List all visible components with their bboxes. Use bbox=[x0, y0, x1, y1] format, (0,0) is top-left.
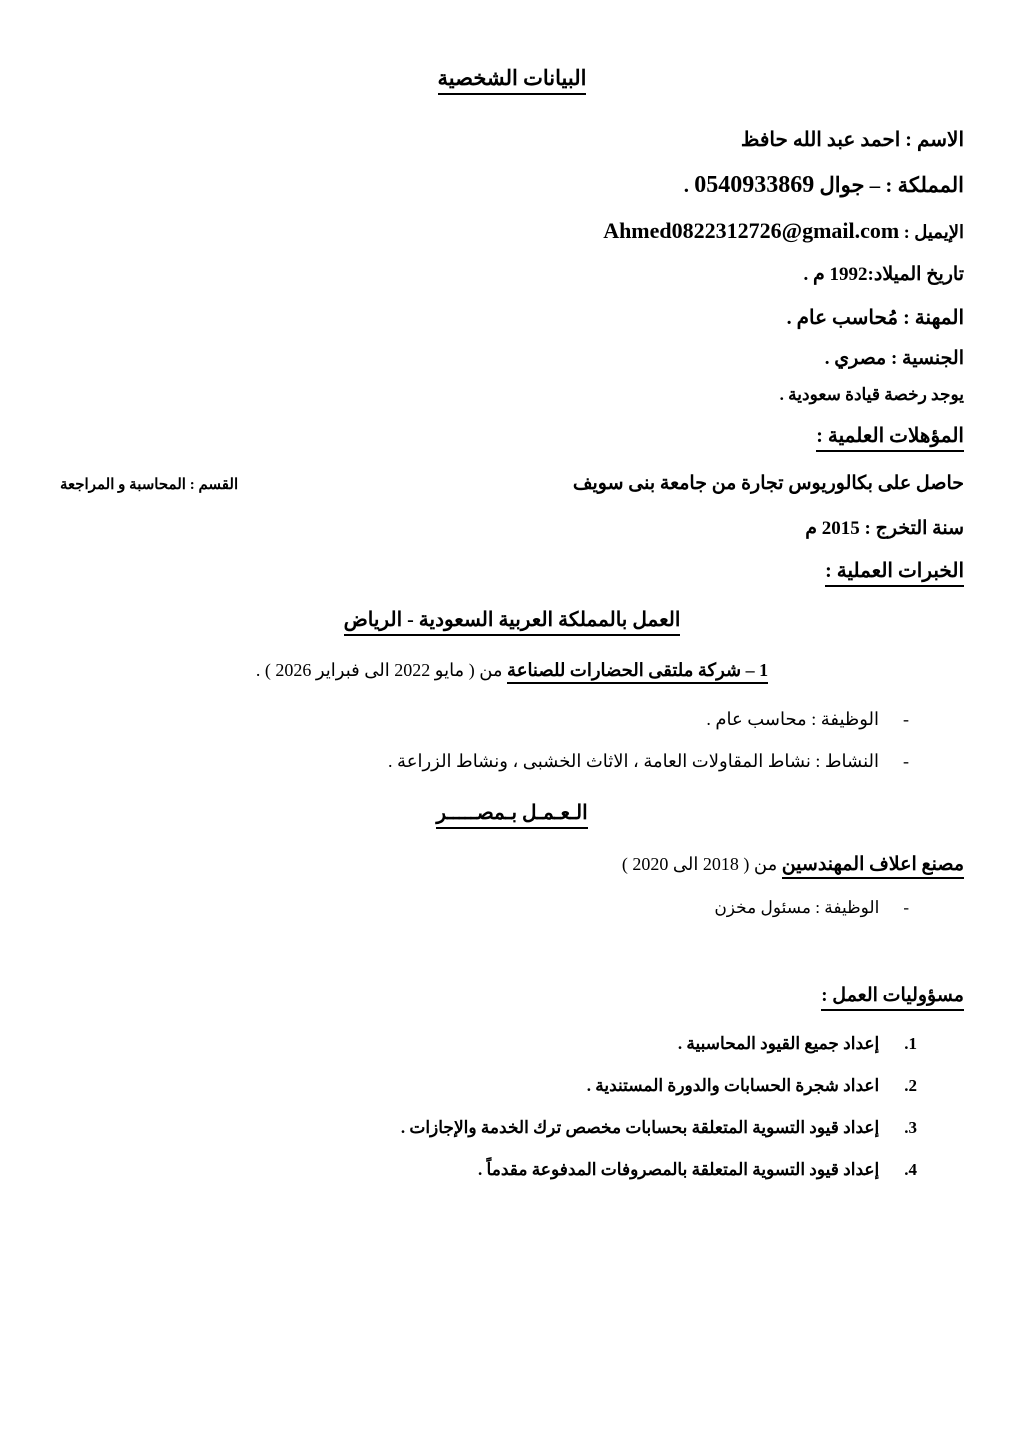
responsibility-item bbox=[60, 1034, 964, 1054]
degree-text: حاصل على بكالوريوس تجارة من جامعة بنى سويف bbox=[572, 473, 964, 494]
item-text: إعداد قيود التسوية المتعلقة بحسابات مخصص ترك الخدمة والإجازات . bbox=[400, 1118, 880, 1137]
responsibility-item bbox=[60, 1160, 964, 1180]
responsibilities-heading-text: مسؤوليات العمل : bbox=[821, 985, 964, 1011]
item-number: 2. bbox=[904, 1076, 917, 1095]
item-number: 1. bbox=[904, 1034, 917, 1053]
degree-row bbox=[60, 472, 964, 495]
egypt-company-line bbox=[60, 853, 964, 876]
graduation-year: سنة التخرج : 2015 م bbox=[805, 518, 964, 539]
qualifications-heading-text: المؤهلات العلمية : bbox=[816, 425, 964, 452]
field-kingdom-mobile bbox=[60, 172, 964, 199]
ksa-activity-text: النشاط : نشاط المقاولات العامة ، الاثاث الخشبى ، ونشاط الزراعة . bbox=[388, 751, 879, 771]
field-nationality: الجنسية : مصري . bbox=[824, 348, 964, 369]
field-profession: المهنة : مُحاسب عام . bbox=[786, 307, 964, 329]
field-email bbox=[60, 218, 964, 244]
ksa-company-name: 1 – شركة ملتقى الحضارات للصناعة bbox=[507, 660, 768, 684]
personal-data-heading-text: البيانات الشخصية bbox=[438, 66, 587, 95]
egypt-work-heading-text: الـعـمـل بـمصـــــر bbox=[436, 802, 587, 829]
egypt-company-name: مصنع اعلاف المهندسين bbox=[782, 854, 964, 879]
ksa-work-heading bbox=[60, 607, 964, 632]
item-number: 3. bbox=[904, 1118, 917, 1137]
item-number: 4. bbox=[904, 1160, 917, 1179]
kingdom-label: المملكة : – جوال bbox=[814, 173, 964, 197]
email-address: Ahmed0822312726@gmail.com bbox=[603, 218, 900, 243]
section-title-personal-data bbox=[60, 66, 964, 91]
egypt-bullet-position bbox=[60, 898, 964, 918]
mobile-number: 0540933869 bbox=[694, 172, 815, 198]
responsibility-item bbox=[60, 1076, 964, 1096]
item-text: اعداد شجرة الحسابات والدورة المستندية . bbox=[586, 1076, 880, 1095]
kingdom-suffix: . bbox=[683, 173, 695, 197]
ksa-bullet-position bbox=[60, 709, 964, 730]
egypt-work-heading bbox=[60, 800, 964, 825]
field-name: الاسم : احمد عبد الله حافظ bbox=[740, 129, 964, 151]
responsibility-item bbox=[60, 1118, 964, 1138]
field-birth-date: تاريخ الميلاد:1992 م . bbox=[803, 264, 964, 285]
field-driving-license: يوجد رخصة قيادة سعودية . bbox=[779, 385, 964, 404]
department-text: القسم : المحاسبة و المراجعة bbox=[60, 477, 239, 493]
item-text: إعداد جميع القيود المحاسبية . bbox=[677, 1034, 880, 1053]
section-title-experience bbox=[60, 558, 964, 583]
egypt-company-period: من ( 2018 الى 2020 ) bbox=[621, 854, 782, 874]
ksa-position-text: الوظيفة : محاسب عام . bbox=[706, 709, 879, 729]
dash-bullet: - bbox=[903, 709, 909, 729]
email-label: الإيميل : bbox=[899, 222, 964, 242]
ksa-company-period: من ( مايو 2022 الى فبراير 2026 ) . bbox=[255, 660, 508, 680]
ksa-bullet-activity bbox=[60, 751, 964, 772]
experience-heading-text: الخبرات العملية : bbox=[825, 560, 964, 587]
dash-bullet: - bbox=[903, 898, 909, 917]
ksa-company-line bbox=[60, 660, 964, 681]
section-title-qualifications bbox=[60, 423, 964, 448]
item-text: إعداد قيود التسوية المتعلقة بالمصروفات المدفوعة مقدماً . bbox=[478, 1160, 880, 1179]
section-title-responsibilities bbox=[60, 984, 964, 1007]
dash-bullet: - bbox=[903, 751, 909, 771]
ksa-work-heading-text: العمل بالمملكة العربية السعودية - الرياض bbox=[344, 609, 681, 636]
egypt-position-text: الوظيفة : مسئول مخزن bbox=[714, 898, 880, 917]
